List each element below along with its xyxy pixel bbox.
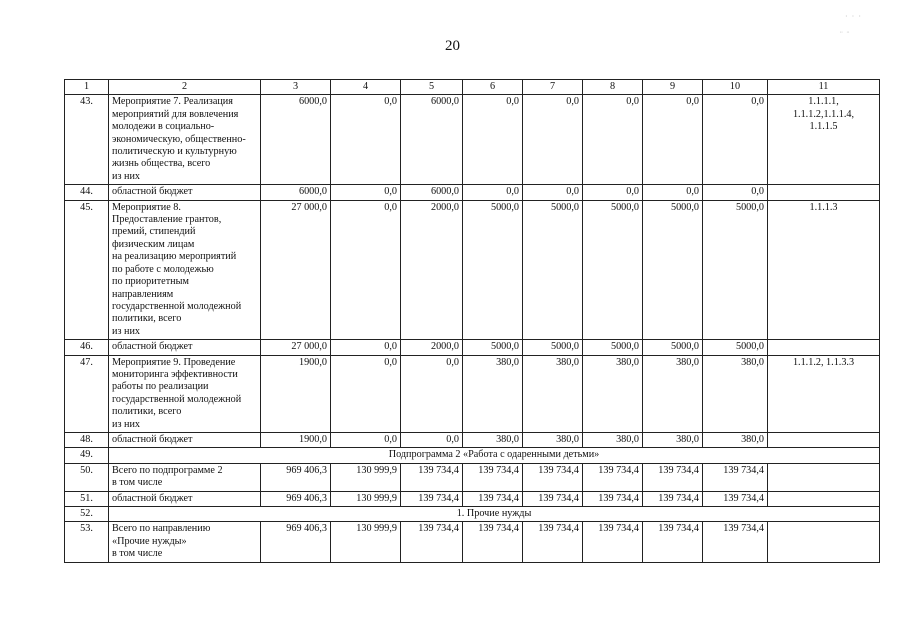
amount-cell: 139 734,4: [463, 491, 523, 506]
column-header: 9: [643, 80, 703, 95]
budget-table: [64, 79, 880, 563]
section-title: Подпрограмма 2 «Работа с одаренными детьми»: [109, 448, 880, 463]
amount-cell: 5000,0: [583, 340, 643, 355]
column-header: 3: [261, 80, 331, 95]
amount-cell: 139 734,4: [583, 463, 643, 491]
row-number: 47.: [65, 355, 109, 432]
amount-cell: 139 734,4: [401, 463, 463, 491]
row-number: 46.: [65, 340, 109, 355]
amount-cell: 0,0: [523, 95, 583, 185]
amount-cell: 139 734,4: [703, 522, 768, 562]
indicator-code: 1.1.1.1, 1.1.1.2,1.1.1.4, 1.1.1.5: [768, 95, 880, 185]
amount-cell: 6000,0: [401, 95, 463, 185]
row-number: 48.: [65, 432, 109, 447]
row-description: областной бюджет: [109, 432, 261, 447]
amount-cell: 139 734,4: [643, 522, 703, 562]
amount-cell: 380,0: [703, 432, 768, 447]
amount-cell: 5000,0: [523, 340, 583, 355]
row-description: областной бюджет: [109, 491, 261, 506]
amount-cell: 139 734,4: [401, 522, 463, 562]
amount-cell: 0,0: [703, 95, 768, 185]
row-description: областной бюджет: [109, 340, 261, 355]
table-row: [65, 432, 880, 447]
table-row: [65, 185, 880, 200]
indicator-code: 1.1.1.2, 1.1.3.3: [768, 355, 880, 432]
table-row: [65, 95, 880, 185]
amount-cell: 2000,0: [401, 200, 463, 339]
amount-cell: 139 734,4: [643, 463, 703, 491]
row-number: 53.: [65, 522, 109, 562]
amount-cell: 5000,0: [523, 200, 583, 339]
amount-cell: 1900,0: [261, 432, 331, 447]
amount-cell: 380,0: [643, 432, 703, 447]
amount-cell: 380,0: [523, 355, 583, 432]
amount-cell: 969 406,3: [261, 522, 331, 562]
table-body: [65, 80, 880, 563]
amount-cell: 130 999,9: [331, 491, 401, 506]
amount-cell: 139 734,4: [463, 463, 523, 491]
amount-cell: 5000,0: [643, 200, 703, 339]
amount-cell: 0,0: [583, 185, 643, 200]
amount-cell: 0,0: [331, 432, 401, 447]
amount-cell: 0,0: [643, 95, 703, 185]
table-row: [65, 522, 880, 562]
column-header: 2: [109, 80, 261, 95]
amount-cell: 27 000,0: [261, 200, 331, 339]
indicator-code: [768, 340, 880, 355]
amount-cell: 0,0: [331, 340, 401, 355]
table-row: [65, 463, 880, 491]
amount-cell: 380,0: [523, 432, 583, 447]
amount-cell: 0,0: [331, 185, 401, 200]
amount-cell: 0,0: [331, 200, 401, 339]
row-number: 50.: [65, 463, 109, 491]
row-number: 45.: [65, 200, 109, 339]
column-header: 1: [65, 80, 109, 95]
row-number: 49.: [65, 448, 109, 463]
indicator-code: [768, 432, 880, 447]
amount-cell: 5000,0: [703, 340, 768, 355]
amount-cell: 380,0: [643, 355, 703, 432]
scan-artifact: · · ·: [845, 12, 862, 21]
row-number: 52.: [65, 507, 109, 522]
amount-cell: 0,0: [401, 432, 463, 447]
indicator-code: [768, 491, 880, 506]
table-row: [65, 491, 880, 506]
amount-cell: 0,0: [463, 185, 523, 200]
row-number: 43.: [65, 95, 109, 185]
row-number: 44.: [65, 185, 109, 200]
row-description: Мероприятие 9. Проведение мониторинга эффективности работы по реализации государственной молодежной политики, всего из них: [109, 355, 261, 432]
amount-cell: 139 734,4: [583, 522, 643, 562]
amount-cell: 5000,0: [463, 200, 523, 339]
section-title: 1. Прочие нужды: [109, 507, 880, 522]
column-header: 11: [768, 80, 880, 95]
indicator-code: [768, 463, 880, 491]
amount-cell: 0,0: [463, 95, 523, 185]
amount-cell: 969 406,3: [261, 491, 331, 506]
amount-cell: 139 734,4: [523, 463, 583, 491]
amount-cell: 5000,0: [703, 200, 768, 339]
row-description: областной бюджет: [109, 185, 261, 200]
page-number: 20: [445, 38, 460, 54]
amount-cell: 139 734,4: [703, 463, 768, 491]
row-number: 51.: [65, 491, 109, 506]
indicator-code: [768, 185, 880, 200]
amount-cell: 380,0: [463, 432, 523, 447]
table-row: [65, 340, 880, 355]
amount-cell: 1900,0: [261, 355, 331, 432]
column-header: 10: [703, 80, 768, 95]
amount-cell: 5000,0: [583, 200, 643, 339]
amount-cell: 380,0: [463, 355, 523, 432]
section-row: [65, 507, 880, 522]
amount-cell: 969 406,3: [261, 463, 331, 491]
amount-cell: 130 999,9: [331, 522, 401, 562]
amount-cell: 6000,0: [261, 185, 331, 200]
indicator-code: [768, 522, 880, 562]
amount-cell: 27 000,0: [261, 340, 331, 355]
amount-cell: 0,0: [331, 95, 401, 185]
amount-cell: 139 734,4: [703, 491, 768, 506]
column-header-row: [65, 80, 880, 95]
amount-cell: 139 734,4: [583, 491, 643, 506]
amount-cell: 380,0: [703, 355, 768, 432]
indicator-code: 1.1.1.3: [768, 200, 880, 339]
amount-cell: 139 734,4: [523, 491, 583, 506]
section-row: [65, 448, 880, 463]
amount-cell: 380,0: [583, 355, 643, 432]
amount-cell: 6000,0: [261, 95, 331, 185]
amount-cell: 6000,0: [401, 185, 463, 200]
amount-cell: 139 734,4: [523, 522, 583, 562]
column-header: 5: [401, 80, 463, 95]
amount-cell: 0,0: [331, 355, 401, 432]
amount-cell: 139 734,4: [463, 522, 523, 562]
column-header: 6: [463, 80, 523, 95]
row-description: Всего по подпрограмме 2 в том числе: [109, 463, 261, 491]
amount-cell: 139 734,4: [643, 491, 703, 506]
table-row: [65, 200, 880, 339]
row-description: Всего по направлению «Прочие нужды» в том числе: [109, 522, 261, 562]
amount-cell: 0,0: [401, 355, 463, 432]
amount-cell: 0,0: [523, 185, 583, 200]
row-description: Мероприятие 8. Предоставление грантов, премий, стипендий физическим лицам на реализацию мероприятий по работе с молодежью по приоритетным направлениям государственной молодежной политики, всего из них: [109, 200, 261, 339]
column-header: 8: [583, 80, 643, 95]
amount-cell: 5000,0: [463, 340, 523, 355]
table-row: [65, 355, 880, 432]
column-header: 4: [331, 80, 401, 95]
amount-cell: 5000,0: [643, 340, 703, 355]
amount-cell: 139 734,4: [401, 491, 463, 506]
amount-cell: 2000,0: [401, 340, 463, 355]
amount-cell: 380,0: [583, 432, 643, 447]
row-description: Мероприятие 7. Реализация мероприятий для вовлечения молодежи в социально-экономическую, общественно-политическую и культурную жизнь общества, всего из них: [109, 95, 261, 185]
scan-artifact: ¨ ¨: [840, 30, 851, 39]
amount-cell: 0,0: [643, 185, 703, 200]
amount-cell: 130 999,9: [331, 463, 401, 491]
amount-cell: 0,0: [583, 95, 643, 185]
column-header: 7: [523, 80, 583, 95]
amount-cell: 0,0: [703, 185, 768, 200]
